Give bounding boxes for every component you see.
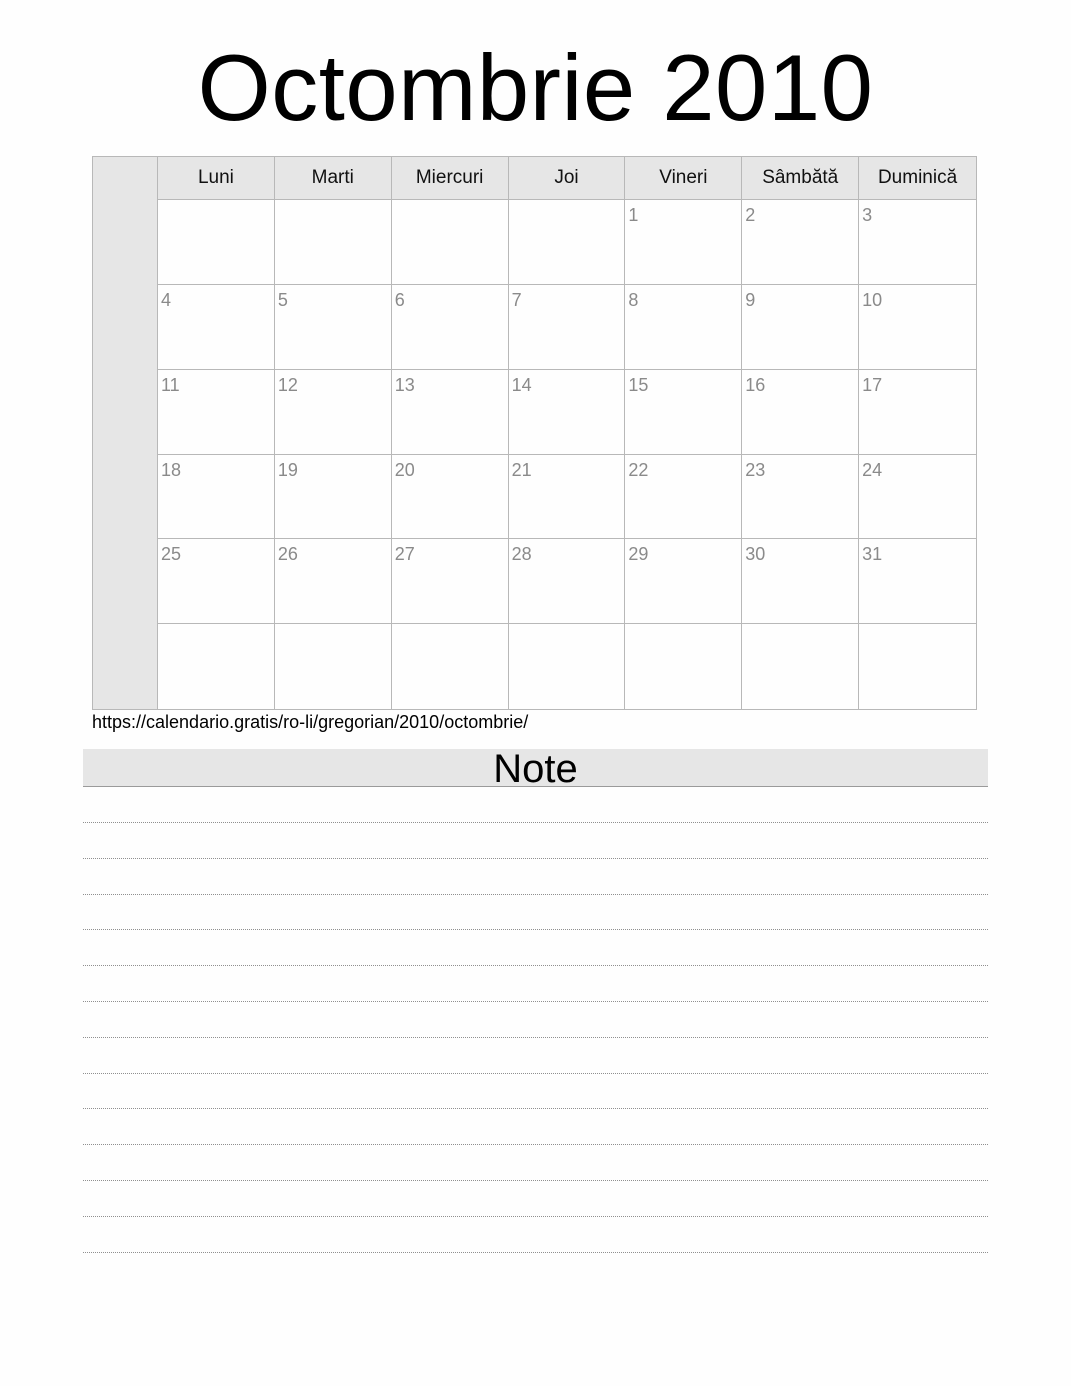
day-number: 8 xyxy=(628,289,639,310)
day-cell xyxy=(742,539,859,624)
day-number: 31 xyxy=(862,544,883,565)
note-line xyxy=(83,965,988,966)
day-number: 23 xyxy=(745,459,766,480)
weekday-header: Duminică xyxy=(859,157,976,200)
day-cell xyxy=(859,624,976,709)
day-cell xyxy=(509,455,626,540)
notes-title: Note xyxy=(493,747,578,791)
day-cell xyxy=(625,370,742,455)
day-number: 13 xyxy=(394,374,415,395)
day-number: 6 xyxy=(394,289,405,310)
day-cell xyxy=(509,370,626,455)
day-cell xyxy=(625,624,742,709)
day-cell xyxy=(625,200,742,285)
source-url: https://calendario.gratis/ro-li/gregorian/2010/octombrie/ xyxy=(92,712,529,732)
day-cell xyxy=(158,455,275,540)
day-cell xyxy=(509,539,626,624)
day-number: 26 xyxy=(277,544,298,565)
day-cell xyxy=(275,285,392,370)
day-number: 27 xyxy=(394,544,415,565)
day-cell xyxy=(392,455,509,540)
note-line xyxy=(83,1001,988,1002)
day-cell xyxy=(625,539,742,624)
day-number: 5 xyxy=(277,289,288,310)
day-cell xyxy=(275,624,392,709)
calendar-cells xyxy=(158,157,976,709)
note-line xyxy=(83,929,988,930)
note-line xyxy=(83,1252,988,1253)
day-cell xyxy=(392,285,509,370)
day-cell xyxy=(742,455,859,540)
day-number: 30 xyxy=(745,544,766,565)
day-number: 14 xyxy=(511,374,532,395)
day-cell xyxy=(509,624,626,709)
day-cell xyxy=(859,539,976,624)
note-line xyxy=(83,858,988,859)
day-cell xyxy=(158,370,275,455)
day-number: 17 xyxy=(862,374,883,395)
day-cell xyxy=(859,370,976,455)
day-cell xyxy=(392,539,509,624)
day-cell xyxy=(158,624,275,709)
day-cell xyxy=(158,200,275,285)
day-cell xyxy=(742,624,859,709)
weekday-header: Luni xyxy=(158,157,275,200)
day-number: 28 xyxy=(511,544,532,565)
day-number: 12 xyxy=(277,374,298,395)
day-number: 7 xyxy=(511,289,522,310)
weekday-header: Sâmbătă xyxy=(742,157,859,200)
note-line xyxy=(83,1108,988,1109)
day-cell xyxy=(275,539,392,624)
weekday-header: Vineri xyxy=(625,157,742,200)
note-line xyxy=(83,1216,988,1217)
day-number: 18 xyxy=(161,459,182,480)
day-cell xyxy=(859,200,976,285)
day-number: 19 xyxy=(277,459,298,480)
day-cell xyxy=(509,285,626,370)
day-cell xyxy=(509,200,626,285)
day-cell xyxy=(158,539,275,624)
day-cell xyxy=(859,455,976,540)
note-line xyxy=(83,894,988,895)
day-cell xyxy=(275,200,392,285)
day-cell xyxy=(275,455,392,540)
day-number: 3 xyxy=(862,205,873,225)
day-cell xyxy=(625,455,742,540)
calendar-grid xyxy=(92,156,977,710)
day-cell xyxy=(742,370,859,455)
note-line xyxy=(83,1073,988,1074)
weekday-header: Miercuri xyxy=(392,157,509,200)
weekday-header: Joi xyxy=(509,157,626,200)
weekday-header: Marti xyxy=(275,157,392,200)
day-cell xyxy=(392,624,509,709)
day-number: 21 xyxy=(511,459,532,480)
day-number: 9 xyxy=(745,289,756,310)
day-number: 16 xyxy=(745,374,766,395)
day-number: 10 xyxy=(862,289,883,310)
day-cell xyxy=(625,285,742,370)
note-line xyxy=(83,1144,988,1145)
day-number: 25 xyxy=(161,544,182,565)
day-cell xyxy=(392,370,509,455)
day-number: 24 xyxy=(862,459,883,480)
note-line xyxy=(83,822,988,823)
day-number: 4 xyxy=(161,289,172,310)
note-line xyxy=(83,1180,988,1181)
day-number: 1 xyxy=(628,205,639,225)
notes-header xyxy=(83,747,988,791)
page-title: Octombrie 2010 xyxy=(197,35,874,140)
day-cell xyxy=(275,370,392,455)
day-cell xyxy=(742,200,859,285)
day-cell xyxy=(158,285,275,370)
day-number: 11 xyxy=(161,374,180,395)
day-cell xyxy=(742,285,859,370)
day-cell xyxy=(859,285,976,370)
day-cell xyxy=(392,200,509,285)
day-number: 29 xyxy=(628,544,649,565)
day-number: 15 xyxy=(628,374,649,395)
day-number: 22 xyxy=(628,459,649,480)
day-number: 20 xyxy=(394,459,415,480)
note-line xyxy=(83,1037,988,1038)
week-sidebar xyxy=(93,157,158,709)
day-number: 2 xyxy=(745,205,756,225)
